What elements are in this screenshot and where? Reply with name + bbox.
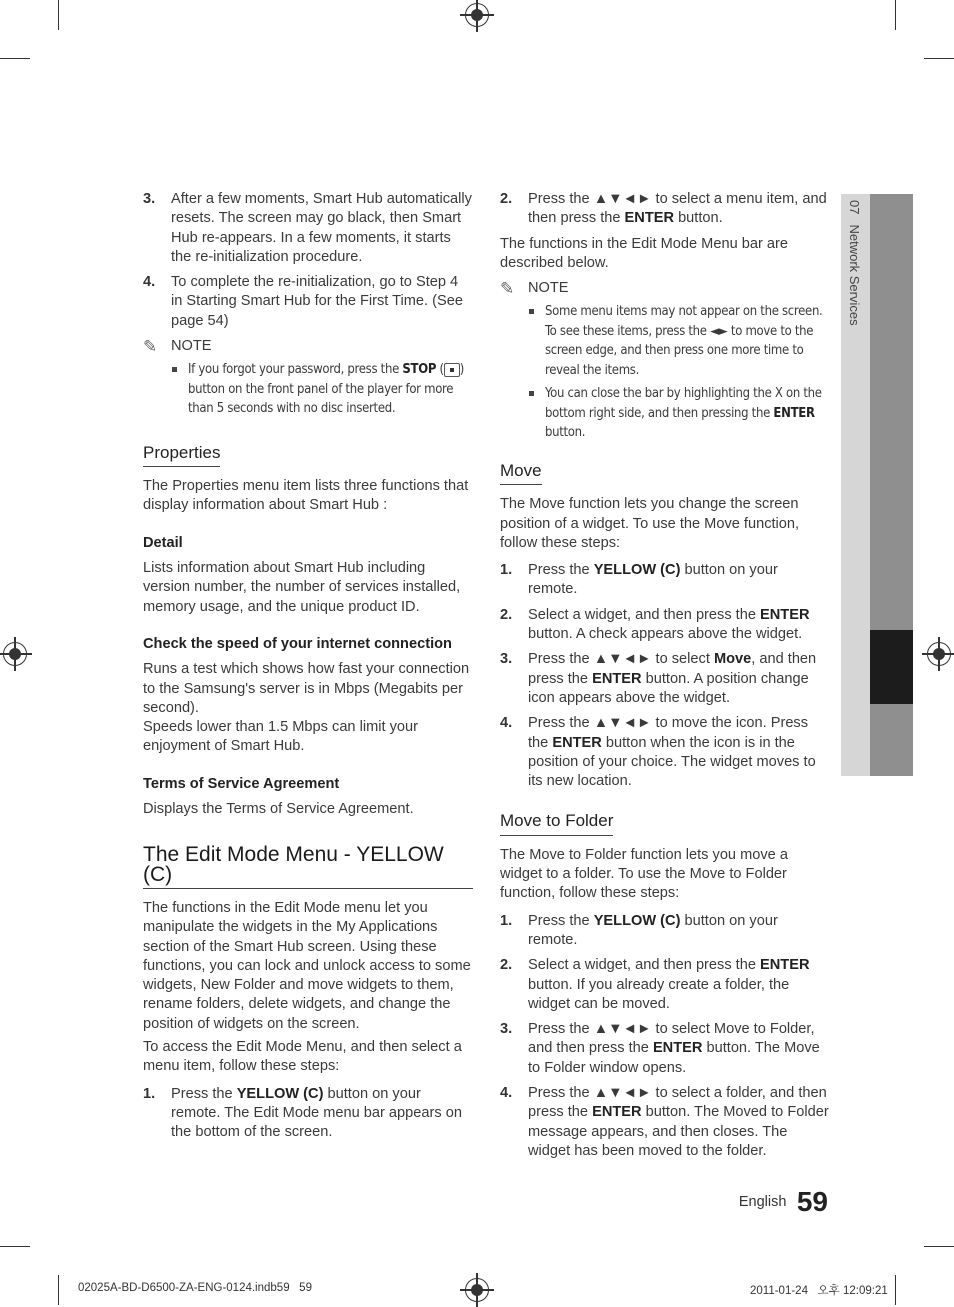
registration-mark-icon — [3, 642, 27, 666]
subheading-speed: Check the speed of your internet connection — [143, 635, 452, 652]
right-column — [500, 190, 830, 1167]
paragraph: The functions in the Edit Mode menu let you manipulate the widgets in the My Applications section of the Smart Hub screen. Using these functions, you can lock and unlock access to some widgets, New Folder and move widgets to them, rename folders, delete widgets, and change the position of widgets on the screen. — [143, 899, 471, 1032]
crop-mark — [0, 1246, 30, 1247]
subheading-detail: Detail — [143, 534, 183, 551]
pencil-icon: ✎ — [143, 337, 158, 357]
step-item: 1. Press the YELLOW (C) button on your remote. — [500, 562, 778, 598]
page-number: 59 — [796, 1186, 828, 1217]
crop-mark — [924, 1246, 954, 1247]
step-item: 2. Press the ▲▼◄► to select a menu item, and then press the ENTER button. — [500, 191, 827, 227]
section-heading-move: Move — [500, 461, 542, 485]
chapter-number: 07 — [847, 200, 862, 215]
crop-mark — [895, 1275, 896, 1305]
paragraph: To access the Edit Mode Menu, and then select a menu item, follow these steps: — [143, 1039, 462, 1075]
section-heading-properties: Properties — [143, 443, 220, 467]
print-file-info: 02025A-BD-D6500-ZA-ENG-0124.indb59 59 — [78, 1282, 312, 1294]
step-item: 2. Select a widget, and then press the ENTER button. If you already create a folder, the widget can be moved. — [500, 957, 810, 1012]
step-item: 1. Press the YELLOW (C) button on your remote. The Edit Mode menu bar appears on the bottom of the screen. — [143, 1085, 462, 1141]
note-item: You can close the bar by highlighting the X on the bottom right side, and then pressing the ENTER button. — [500, 384, 830, 443]
side-tab-label — [847, 200, 862, 326]
print-date-info: 2011-01-24 오후 12:09:21 — [750, 1285, 888, 1297]
stop-button-icon — [444, 363, 460, 377]
step-item: 2. Select a widget, and then press the ENTER button. A check appears above the widget. — [500, 606, 810, 643]
crop-mark — [924, 58, 954, 59]
bullet-square-icon — [529, 309, 534, 314]
note-item: If you forgot your password, press the STOP ( ) button on the front panel of the player for more than 5 seconds with no disc inserted. — [143, 360, 473, 419]
step-item: 3. Press the ▲▼◄► to select Move, and then press the ENTER button. A position change icon appears above the widget. — [500, 651, 817, 706]
registration-mark-icon — [927, 642, 951, 666]
left-column — [143, 190, 473, 1148]
paragraph: Speeds lower than 1.5 Mbps can limit your enjoyment of Smart Hub. — [143, 719, 418, 755]
page-title-edit-mode: The Edit Mode Menu - YELLOW (C) — [143, 845, 473, 889]
paragraph: Runs a test which shows how fast your connection to the Samsung's server is in Mbps (Megabits per second). — [143, 661, 470, 716]
step-item: 4. To complete the re-initialization, go to Step 4 in Starting Smart Hub for the First Time. (See page 54) — [143, 274, 463, 329]
crop-mark — [58, 0, 59, 30]
step-item: 3. After a few moments, Smart Hub automatically resets. The screen may go black, then Smart Hub re-appears. In a few moments, it starts the re-initialization procedure. — [143, 191, 472, 265]
paragraph: Lists information about Smart Hub including version number, the number of services installed, memory usage, and the unique product ID. — [143, 560, 461, 615]
registration-mark-icon — [465, 1278, 489, 1302]
side-tab-active-marker — [870, 630, 913, 704]
note-header: ✎ NOTE — [500, 279, 569, 299]
language-label: English — [738, 1194, 787, 1210]
crop-mark — [895, 0, 896, 30]
crop-mark — [0, 58, 30, 59]
page-footer — [700, 1186, 828, 1218]
crop-mark — [58, 1275, 59, 1305]
registration-mark-icon — [465, 3, 489, 27]
subheading-tos: Terms of Service Agreement — [143, 775, 340, 792]
paragraph: The Move function lets you change the screen position of a widget. To use the Move function, follow these steps: — [500, 496, 800, 551]
side-tab — [841, 194, 913, 776]
pencil-icon: ✎ — [500, 279, 515, 299]
step-item: 3. Press the ▲▼◄► to select Move to Folder, and then press the ENTER button. The Move to Folder window opens. — [500, 1021, 820, 1076]
paragraph: The Move to Folder function lets you move a widget to a folder. To use the Move to Folder function, follow these steps: — [500, 846, 788, 902]
section-heading-move-to-folder: Move to Folder — [500, 811, 613, 835]
paragraph: Displays the Terms of Service Agreement. — [143, 801, 414, 818]
note-header: ✎ NOTE — [143, 337, 212, 357]
step-item: 4. Press the ▲▼◄► to select a folder, and then press the ENTER button. The Moved to Folder message appears, and then closes. The widget has been moved to the folder. — [500, 1085, 829, 1159]
chapter-title: Network Services — [847, 224, 862, 326]
step-item: 4. Press the ▲▼◄► to move the icon. Press the ENTER button when the icon is in the position of your choice. The widget moves to its new location. — [500, 715, 816, 790]
bullet-square-icon — [529, 391, 534, 396]
step-item: 1. Press the YELLOW (C) button on your remote. — [500, 912, 778, 948]
paragraph: The functions in the Edit Mode Menu bar are described below. — [500, 235, 788, 271]
paragraph: The Properties menu item lists three functions that display information about Smart Hub : — [143, 478, 469, 514]
note-item: Some menu items may not appear on the screen. To see these items, press the ◄► to move to the screen edge, and then press one more time to reveal the items. — [500, 302, 830, 380]
bullet-square-icon — [172, 367, 177, 372]
